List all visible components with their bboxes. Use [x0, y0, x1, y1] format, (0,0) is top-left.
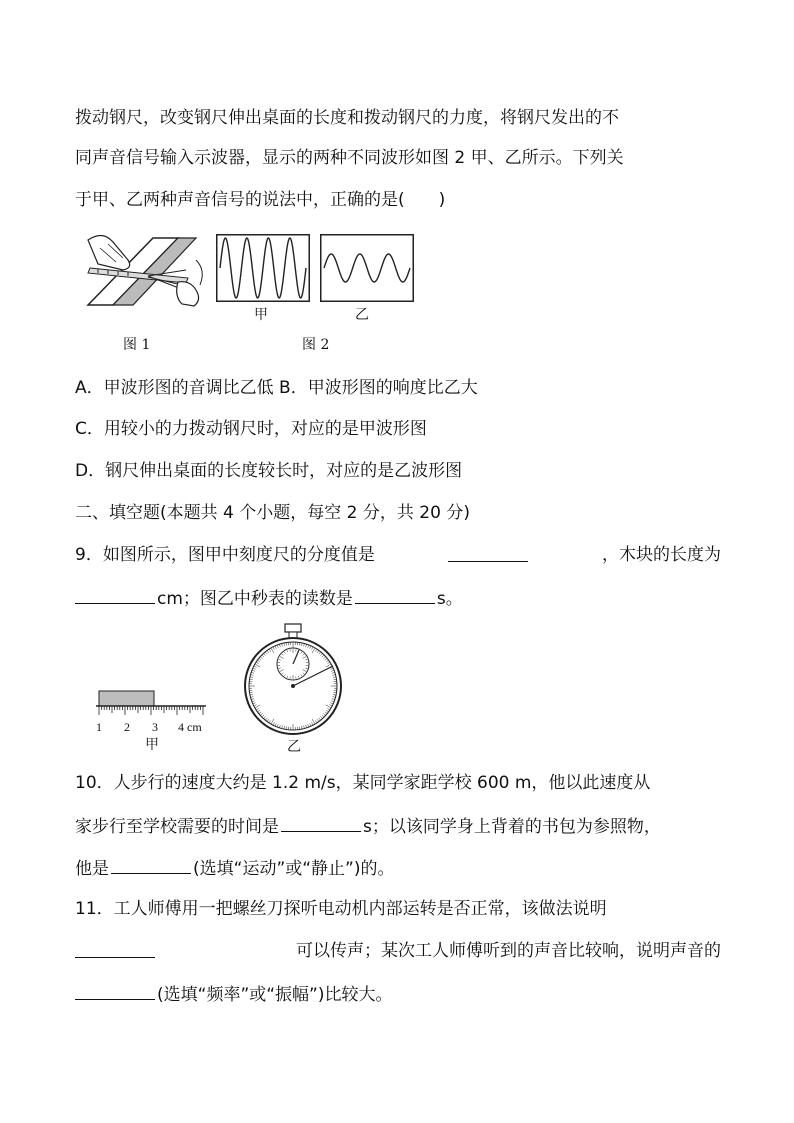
q11-line-3: [75, 981, 393, 1007]
ruler-tick-labels: [96, 720, 216, 734]
q10-text-b: s；以该同学身上背着的书包为参照物，: [363, 817, 661, 837]
q11-text-b: 可以传声；某次工人师傅听到的声音比较响，说明声音的: [296, 941, 721, 961]
q8-option-ab: A．甲波形图的音调比乙低 B．甲波形图的响度比乙大: [75, 378, 478, 398]
waveform-jia-label: 甲: [254, 307, 268, 323]
q9-blank-stopwatch[interactable]: [355, 585, 435, 604]
q11-blank-property[interactable]: [75, 981, 155, 1000]
ruler-caption: 甲: [145, 737, 159, 753]
q8-option-d: D．钢尺伸出桌面的长度较长时，对应的是乙波形图: [75, 461, 463, 481]
q11-line-1: 11．工人师傅用一把螺丝刀探听电动机内部运转是否正常，该做法说明: [75, 899, 607, 919]
q8-option-c: C．用较小的力拨动钢尺时，对应的是甲波形图: [75, 419, 427, 439]
q11-line-2: [75, 939, 721, 963]
q10-line-3: [75, 855, 395, 881]
ruler-tick-marks: [99, 706, 203, 715]
waveform-yi-label: 乙: [355, 307, 369, 323]
stopwatch-figure: [241, 622, 345, 740]
stopwatch-caption: 乙: [287, 739, 301, 755]
ruler-figure: [94, 686, 214, 720]
waveform-jia: [216, 234, 310, 302]
q9-blank-division[interactable]: [448, 543, 528, 562]
q11-text-c: (选填“频率”或“振幅”)比较大。: [157, 985, 393, 1005]
q10-text-c: 他是: [75, 859, 109, 879]
q10-text-a: 家步行至学校需要的时间是: [75, 817, 279, 837]
waveform-yi: [320, 234, 414, 302]
section-2-heading: 二、填空题(本题共 4 个小题，每空 2 分，共 20 分): [75, 503, 470, 523]
q10-blank-motion[interactable]: [111, 855, 191, 874]
q9-text-d: s。: [436, 589, 463, 609]
q10-blank-time[interactable]: [281, 813, 361, 832]
q9-line-2: [75, 585, 463, 611]
figure-1-ruler-on-table: [78, 230, 208, 310]
ruler-tick-2: 2: [124, 720, 130, 734]
figure-1-caption: 图 1: [123, 337, 151, 353]
q11-blank-medium[interactable]: [75, 939, 155, 958]
q8-line-2: 同声音信号输入示波器，显示的两种不同波形如图 2 甲、乙所示。下列关: [75, 148, 624, 168]
q9-line-1: [75, 543, 721, 567]
q10-text-d: (选填“运动”或“静止”)的。: [193, 859, 395, 879]
q8-line-3: 于甲、乙两种声音信号的说法中，正确的是( ): [75, 190, 446, 210]
q9-blank-length[interactable]: [75, 585, 155, 604]
ruler-tick-1: 1: [96, 720, 102, 734]
q9-text-b: ，木块的长度为: [601, 545, 721, 565]
figure-2-caption: 图 2: [302, 337, 330, 353]
ruler-tick-4: 4 cm: [178, 720, 202, 734]
ruler-tick-3: 3: [152, 720, 158, 734]
q8-line-1: 拨动钢尺，改变钢尺伸出桌面的长度和拨动钢尺的力度，将钢尺发出的不: [75, 108, 619, 128]
q10-line-1: 10．人步行的速度大约是 1.2 m/s，某同学家距学校 600 m，他以此速度从: [75, 773, 651, 793]
q10-line-2: [75, 813, 661, 839]
q9-text-a: 9．如图所示，图甲中刻度尺的分度值是: [75, 545, 375, 565]
q9-text-c: cm；图乙中秒表的读数是: [157, 589, 353, 609]
